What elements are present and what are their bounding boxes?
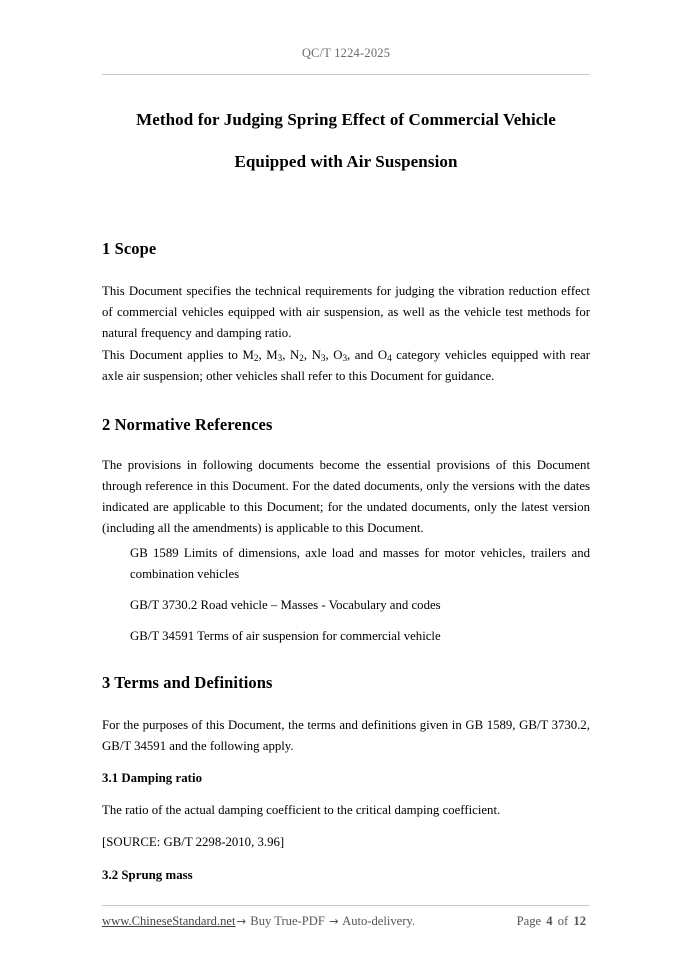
footer-promo-text-2: Auto-delivery. (342, 914, 416, 928)
section-heading-normative-references: 2 Normative References (102, 415, 273, 434)
page-label: Page (516, 914, 542, 928)
header-divider (102, 74, 590, 75)
subsection-heading-sprung-mass: 3.2 Sprung mass (102, 868, 193, 882)
category-sub-m2: 2 (253, 353, 259, 364)
subsection-heading-damping-ratio: 3.1 Damping ratio (102, 771, 203, 785)
footer-promo (102, 914, 415, 929)
reference-item: GB 1589 Limits of dimensions, axle load and masses for motor vehicles, trailers and combination vehicles (130, 546, 590, 581)
scope-paragraph-1: This Document specifies the technical requirements for judging the vibration reduction effect of commercial vehicles equipped with air suspension, as well as the vehicle test methods for natural frequency and damping ratio. (102, 284, 590, 340)
category-sub-m3: 3 (277, 353, 283, 364)
category-sub-n3: 3 (320, 353, 326, 364)
document-title-line-2: Equipped with Air Suspension (234, 151, 458, 171)
terms-paragraph-1: For the purposes of this Document, the terms and definitions given in GB 1589, GB/T 3730.2, GB/T 34591 and the following apply. (102, 718, 590, 753)
footer-divider (102, 905, 590, 906)
standard-code-header: QC/T 1224-2025 (301, 46, 391, 60)
category-sub-o4: 4 (387, 353, 392, 364)
section-heading-scope: 1 Scope (102, 239, 157, 258)
damping-ratio-source: [SOURCE: GB/T 2298-2010, 3.96] (102, 835, 285, 849)
of-label: of (557, 914, 569, 928)
page-header (102, 46, 590, 61)
footer-website-link[interactable]: www.ChineseStandard.net (102, 914, 236, 928)
reference-item: GB/T 3730.2 Road vehicle – Masses - Vocabulary and codes (130, 598, 441, 612)
normative-references-paragraph-1: The provisions in following documents become the essential provisions of this Document through reference in this Document. For the dated documents, only the versions with the dates indicated are applicable to this Document; for the undated documents, only the latest version (including all the amendments) is applicable to this Document. (102, 458, 590, 535)
reference-item: GB/T 34591 Terms of air suspension for commercial vehicle (130, 629, 441, 643)
section-heading-terms-and-definitions: 3 Terms and Definitions (102, 673, 273, 692)
page-footer (102, 914, 590, 934)
arrow-right-icon: → (236, 914, 247, 928)
current-page-number: 4 (546, 914, 553, 928)
scope-paragraph-2-suffix: category vehicles equipped with rear axle air suspension; other vehicles shall refer to this Document for guidance. (102, 348, 590, 384)
damping-ratio-definition: The ratio of the actual damping coefficient to the critical damping coefficient. (102, 803, 501, 817)
total-page-number: 12 (573, 914, 586, 928)
scope-paragraph-2-prefix: This Document applies to M (102, 348, 254, 362)
category-sub-o3: 3 (342, 353, 348, 364)
document-title (102, 95, 590, 182)
page-number-indicator (517, 914, 590, 929)
arrow-right-icon: → (329, 914, 339, 928)
footer-promo-text-1: Buy True-PDF (250, 914, 325, 928)
document-title-line-1: Method for Judging Spring Effect of Commercial Vehicle (136, 110, 556, 129)
document-content (102, 95, 590, 882)
scope-paragraph-2: This Document applies to $M_2$, $M_3$, $N_2$, $N_3$, $O_3$, and $O_4$ category vehicles equipped with rear axle air suspension; other vehicles shall refer to this Document for guidance. (102, 348, 590, 384)
category-sub-n2: 2 (299, 353, 304, 364)
